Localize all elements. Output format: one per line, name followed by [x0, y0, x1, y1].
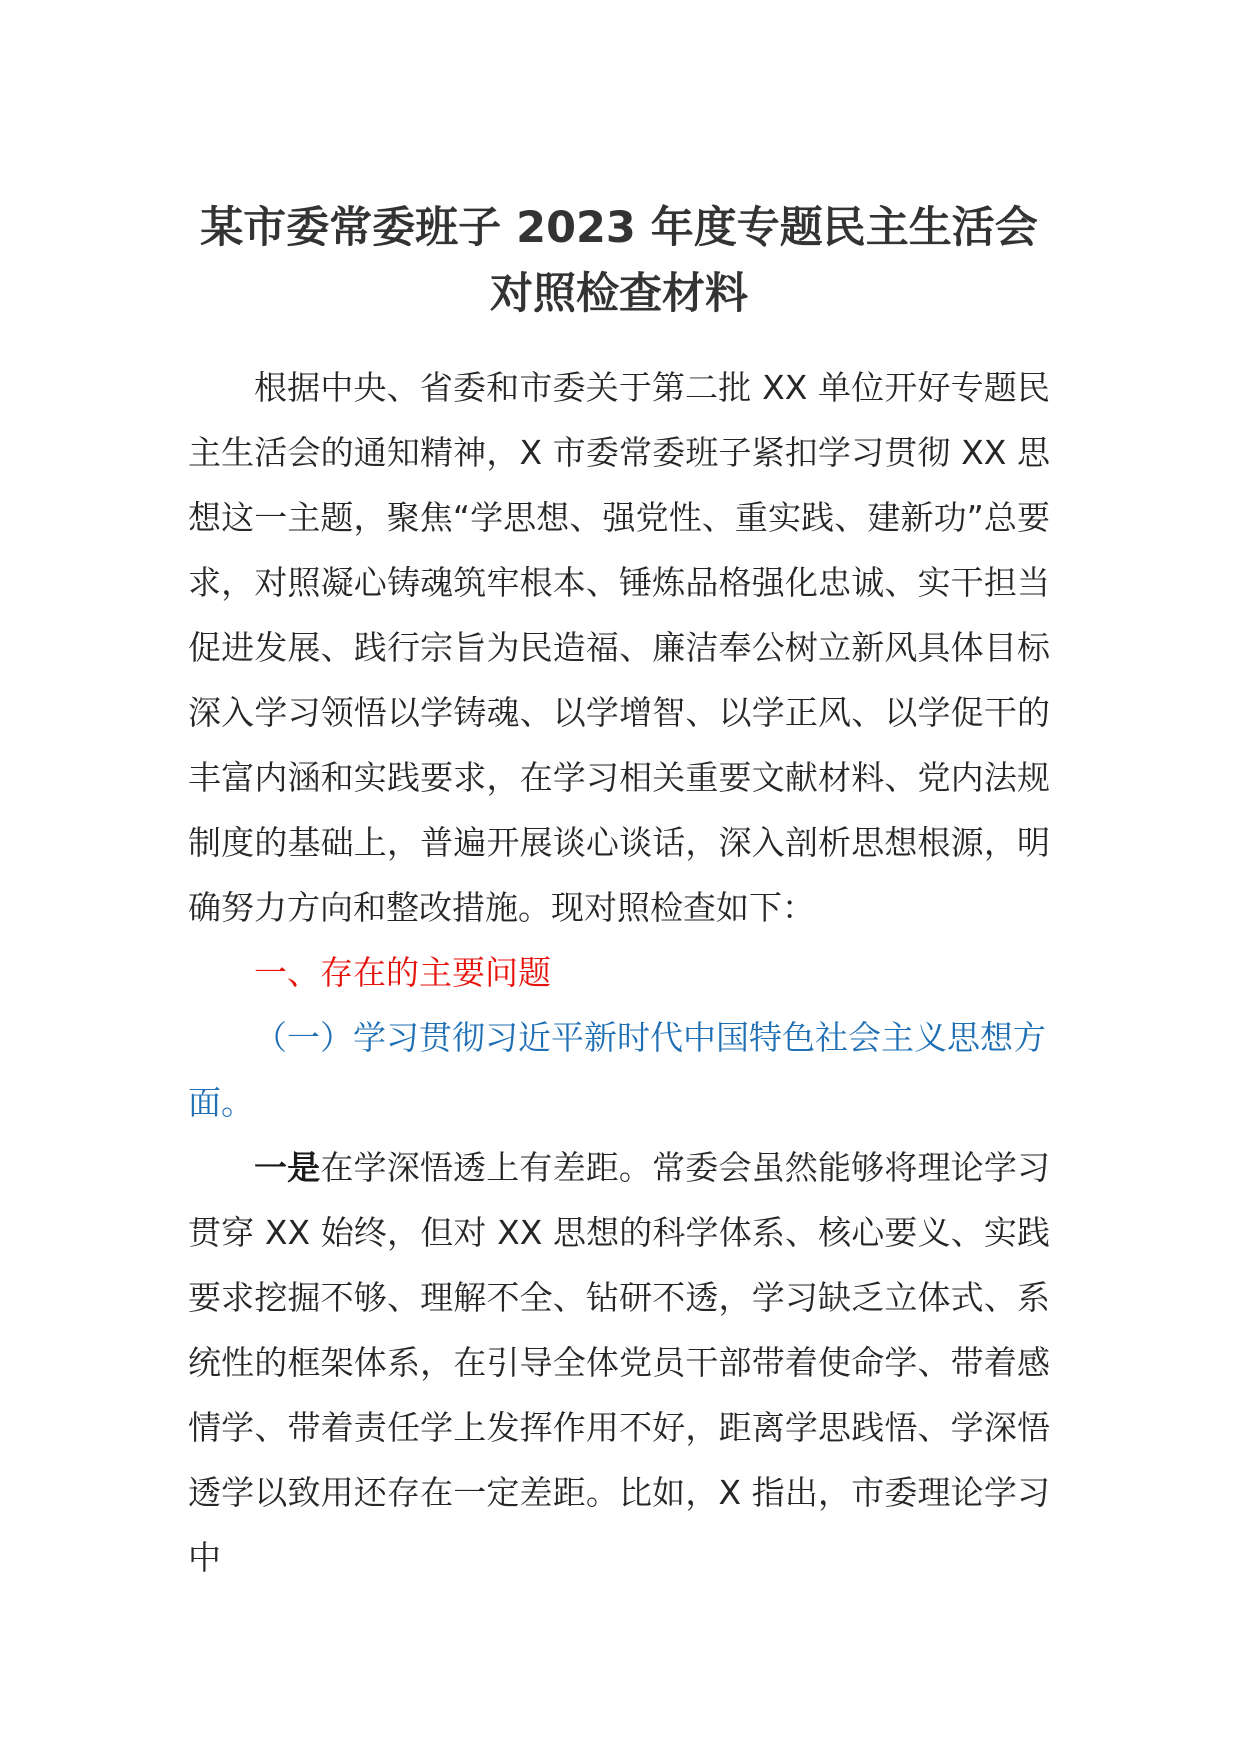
point-one-paragraph: [188, 1135, 1050, 1590]
intro-paragraph: 根据中央、省委和市委关于第二批 XX 单位开好专题民主生活会的通知精神，X 市委常委班子紧扣学习贯彻 XX 思想这一主题，聚焦“学思想、强党性、重实践、建新功”总要求，对照凝心铸魂筑牢根本、锤炼品格强化忠诚、实干担当促进发展、践行宗旨为民造福、廉洁奉公树立新风具体目标深入学习领悟以学铸魂、以学增智、以学正风、以学促干的丰富内涵和实践要求，在学习相关重要文献材料、党内法规制度的基础上，普遍开展谈心谈话，深入剖析思想根源，明确努力方向和整改措施。现对照检查如下：: [188, 368, 1050, 927]
point-one-text: 在学深悟透上有差距。常委会虽然能够将理论学习贯穿 XX 始终，但对 XX 思想的科学体系、核心要义、实践要求挖掘不够、理解不全、钻研不透，学习缺乏立体式、系统性的框架体系，在引导全体党员干部带着使命学、带着感情学、带着责任学上发挥作用不好，距离学思践悟、学深悟透学以致用还存在一定差距。比如，X 指出，市委理论学习中: [188, 1148, 1051, 1577]
document-title: [188, 195, 1050, 327]
section-heading-main-problems: 一、存在的主要问题: [254, 953, 551, 992]
title-line-1: 某市委常委班子 2023 年度专题民主生活会: [200, 203, 1038, 253]
subsection-heading-thought-study: （一）学习贯彻习近平新时代中国特色社会主义思想方面。: [188, 1018, 1046, 1122]
title-line-2: 对照检查材料: [490, 269, 748, 319]
document-page: [188, 195, 1050, 1590]
document-body: [188, 355, 1050, 1590]
point-one-lead: 一是: [254, 1148, 321, 1187]
